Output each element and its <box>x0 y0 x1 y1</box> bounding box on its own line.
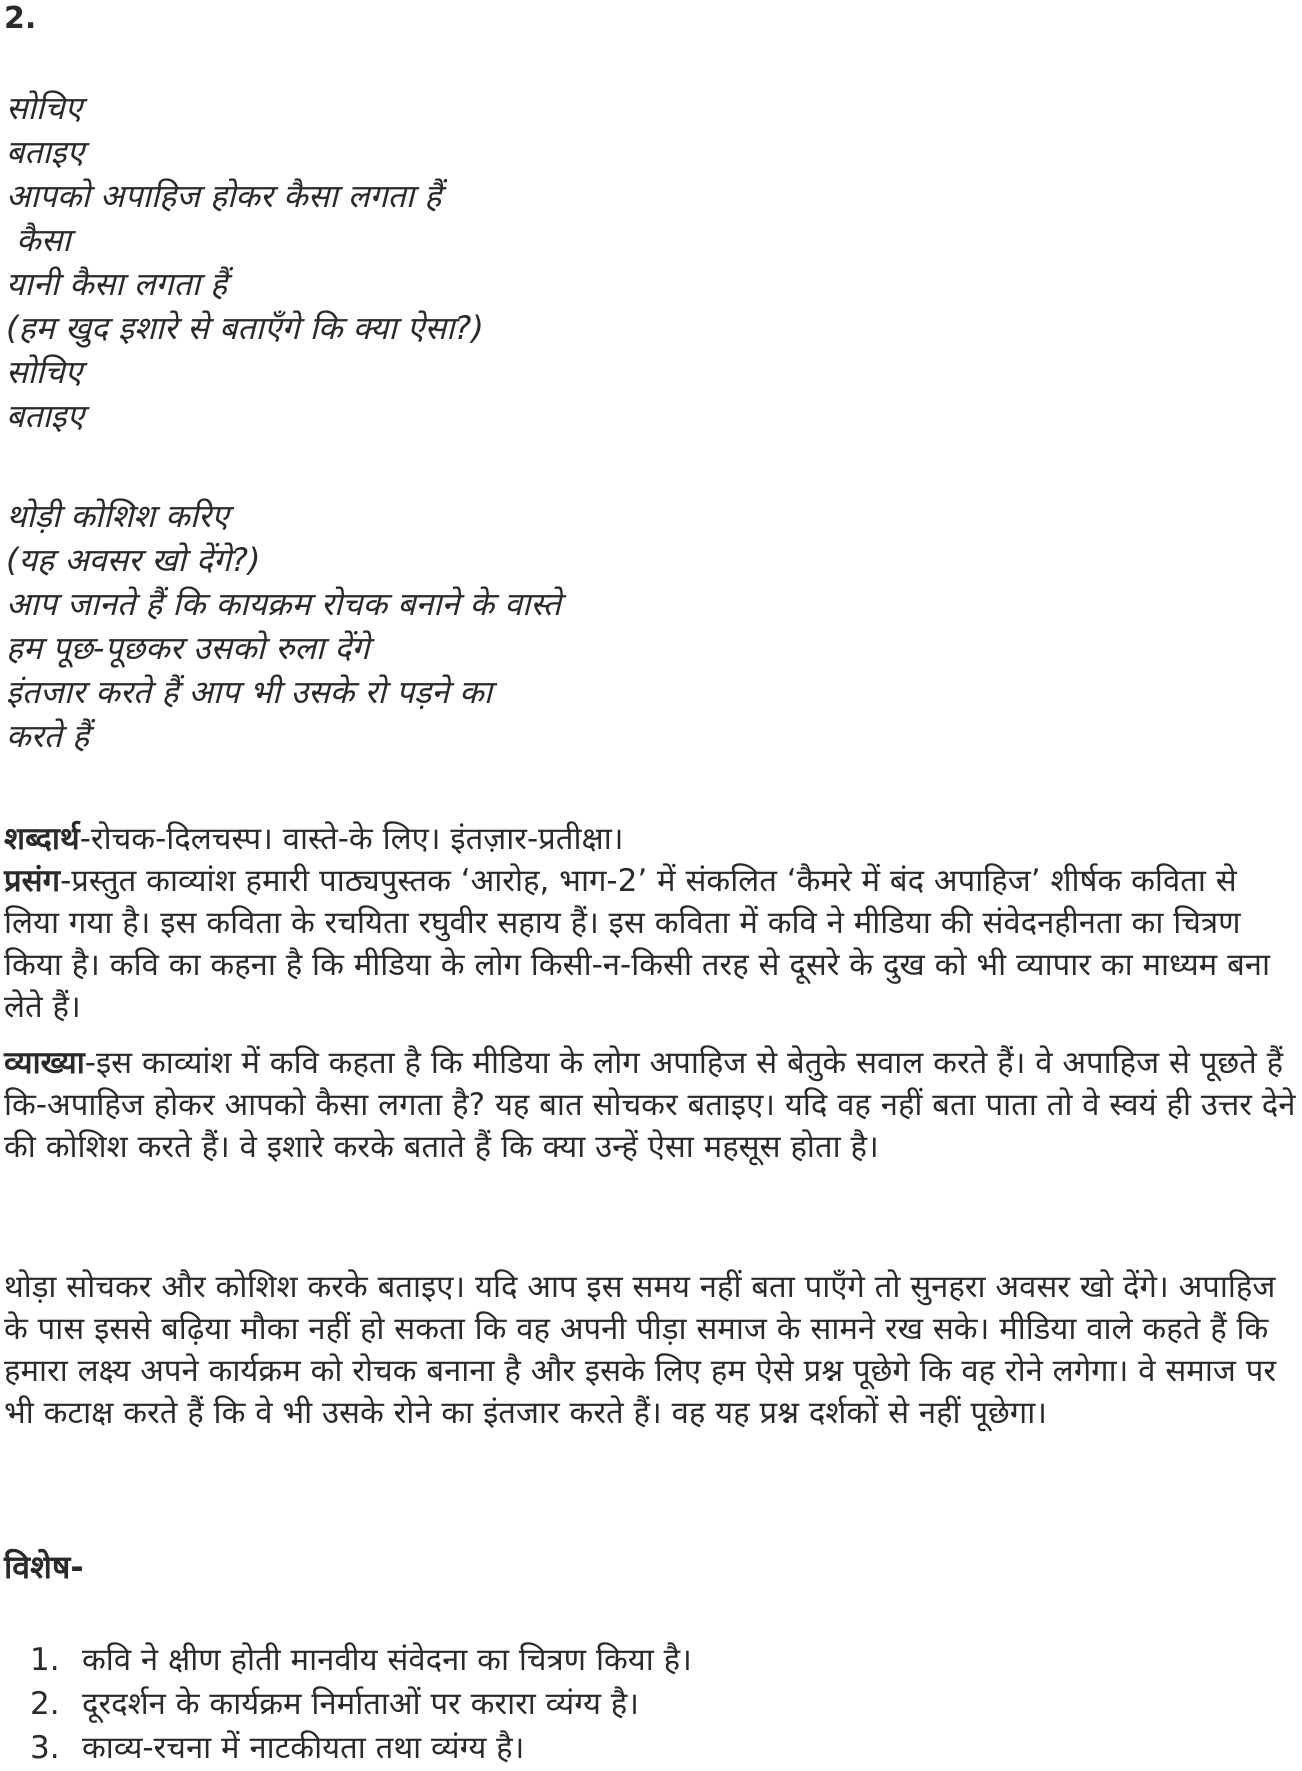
list-item-number: 1. <box>30 1642 60 1678</box>
special-heading: विशेष- <box>4 1548 84 1586</box>
list-item-number: 2. <box>30 1686 60 1722</box>
poem-line: सोचिए <box>6 89 83 127</box>
list-item <box>30 1726 692 1770</box>
poem-stanza-2 <box>6 494 561 758</box>
glossary-text: -रोचक-दिलचस्प। वास्ते-के लिए। इंतज़ार-प्रतीक्षा। <box>79 821 624 857</box>
list-item-text: काव्य-रचना में नाटकीयता तथा व्यंग्य है। <box>82 1730 525 1766</box>
poem-line: सोचिए <box>6 353 83 391</box>
explanation-paragraph-2: थोड़ा सोचकर और कोशिश करके बताइए। यदि आप इस समय नहीं बता पाएँगे तो सुनहरा अवसर खो देंगे। अपाहिज के पास इससे बढ़िया मौका नहीं हो सकता कि वह अपनी पीड़ा समाज के सामने रख सके। मीडिया वाले कहते हैं कि हमारा लक्ष्य अपने कार्यक्रम को रोचक बनाना है और इसके लिए हम ऐसे प्रश्न पूछेगे कि वह रोने लगेगा। वे समाज पर भी कटाक्ष करते हैं कि वे भी उसके रोने का इंतजार करते हैं। वह यह प्रश्न दर्शकों से नहीं पूछेगा। <box>4 1269 1276 1431</box>
poem-line: (यह अवसर खो देंगे?) <box>6 541 261 579</box>
explanation-label: व्याख्या <box>4 1045 85 1081</box>
special-points-list <box>30 1638 692 1770</box>
poem-line: आपको अपाहिज होकर कैसा लगता हैं <box>6 177 442 215</box>
poem-line: (हम खुद इशारे से बताएँगे कि क्या ऐसा?) <box>6 309 484 347</box>
poem-line: थोड़ी कोशिश करिए <box>6 497 229 535</box>
poem-line: आप जानते हैं कि कायक्रम रोचक बनाने के वास्ते <box>6 585 561 623</box>
list-item-text: दूरदर्शन के कार्यक्रम निर्माताओं पर करारा व्यंग्य है। <box>82 1686 640 1722</box>
poem-stanza-1 <box>6 86 484 438</box>
glossary-paragraph <box>4 818 1298 860</box>
poem-line: इंतजार करते हैं आप भी उसके रो पड़ने का <box>6 673 493 711</box>
glossary-label: शब्दार्थ <box>4 821 80 857</box>
poem-line: करते हैं <box>6 717 90 755</box>
context-text: -प्रस्तुत काव्यांश हमारी पाठ्यपुस्तक ‘आरोह, भाग-2’ में संकलित ‘कैमरे में बंद अपाहिज’ शीर्षक कविता से लिया गया है। इस कविता के रचयिता रघुवीर सहाय हैं। इस कविता में कवि ने मीडिया की संवेदनहीनता का चित्रण किया है। कवि का कहना है कि मीडिया के लोग किसी-न-किसी तरह से दूसरे के दुख को भी व्यापार का माध्यम बना लेते हैं। <box>4 863 1271 1025</box>
list-item-number: 3. <box>30 1730 60 1766</box>
list-item-text: कवि ने क्षीण होती मानवीय संवेदना का चित्रण किया है। <box>82 1642 692 1678</box>
explanation-paragraph <box>4 1042 1298 1168</box>
poem-line: बताइए <box>6 133 85 171</box>
question-number: 2. <box>4 1 37 36</box>
context-paragraph <box>4 860 1298 1028</box>
poem-line: बताइए <box>6 397 85 435</box>
list-item <box>30 1638 692 1682</box>
explanation-text: -इस काव्यांश में कवि कहता है कि मीडिया के लोग अपाहिज से बेतुके सवाल करते हैं। वे अपाहिज से पूछते हैं कि-अपाहिज होकर आपको कैसा लगता है? यह बात सोचकर बताइए। यदि वह नहीं बता पाता तो वे स्वयं ही उत्तर देने की कोशिश करते हैं। वे इशारे करके बताते हैं कि क्या उन्हें ऐसा महसूस होता है। <box>4 1045 1296 1165</box>
poem-line: कैसा <box>6 221 71 259</box>
poem-line: यानी कैसा लगता हैं <box>6 265 228 303</box>
context-label: प्रसंग <box>4 863 61 899</box>
poem-line: हम पूछ-पूछकर उसको रुला देंगे <box>6 629 370 667</box>
list-item <box>30 1682 692 1726</box>
